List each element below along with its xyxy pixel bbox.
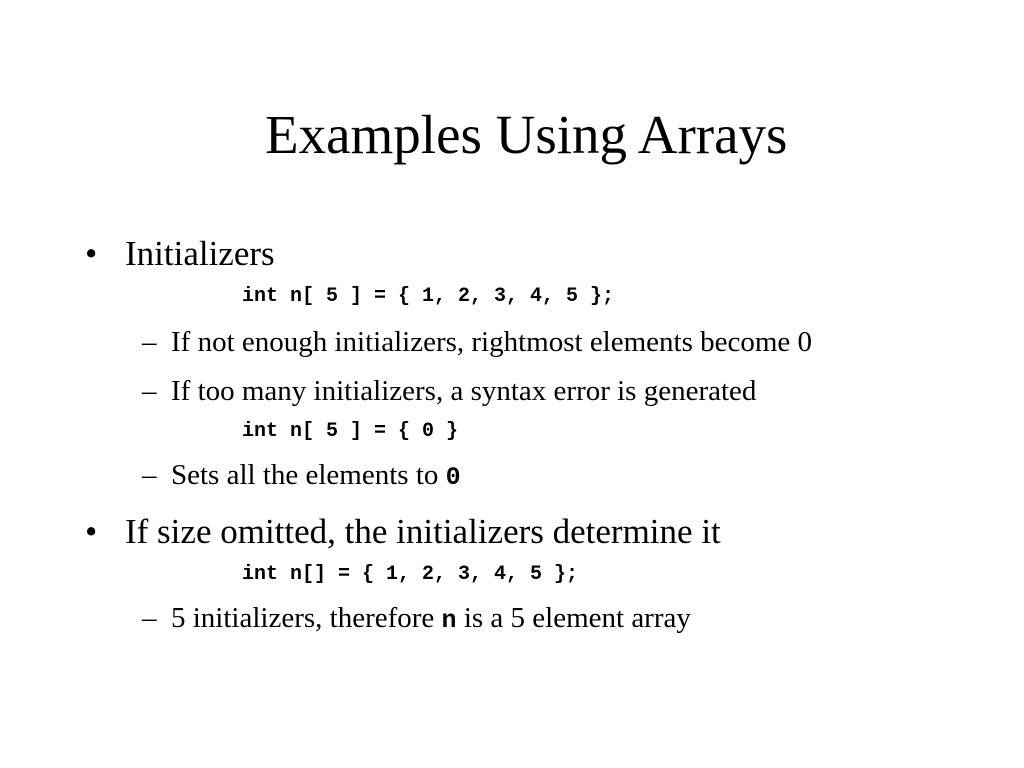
sub-bullet-not-enough [142, 324, 813, 360]
sub-bullet-text: 5 initializers, therefore [171, 602, 442, 634]
sub-bullet-text: If not enough initializers, rightmost elements become 0 [171, 326, 813, 358]
sub-bullet-sets-all [142, 457, 461, 496]
sub-bullet-text: If too many initializers, a syntax error is generated [171, 375, 757, 407]
bullet-text: If size omitted, the initializers determine it [125, 512, 721, 551]
code-line: int n[] = { 1, 2, 3, 4, 5 }; [242, 563, 579, 586]
bullet-text: Initializers [125, 234, 275, 273]
dash-marker: – [142, 459, 157, 491]
slide-title: Examples Using Arrays [265, 104, 788, 165]
code-line: int n[ 5 ] = { 0 } [242, 420, 459, 443]
dash-marker: – [142, 326, 157, 358]
sub-bullet-text: Sets all the elements to [171, 459, 446, 491]
sub-bullet-too-many [142, 373, 757, 409]
bullet-marker: • [85, 234, 98, 273]
bullet-initializers [85, 232, 275, 276]
bullet-marker: • [85, 512, 98, 551]
dash-marker: – [142, 375, 157, 407]
dash-marker: – [142, 602, 157, 634]
sub-bullet-five-initializers [142, 600, 691, 639]
sub-bullet-text-after: is a 5 element array [456, 602, 691, 634]
bullet-size-omitted [85, 510, 721, 554]
inline-code: n [441, 606, 457, 635]
code-line: int n[ 5 ] = { 1, 2, 3, 4, 5 }; [242, 285, 615, 308]
inline-code: 0 [445, 463, 461, 492]
